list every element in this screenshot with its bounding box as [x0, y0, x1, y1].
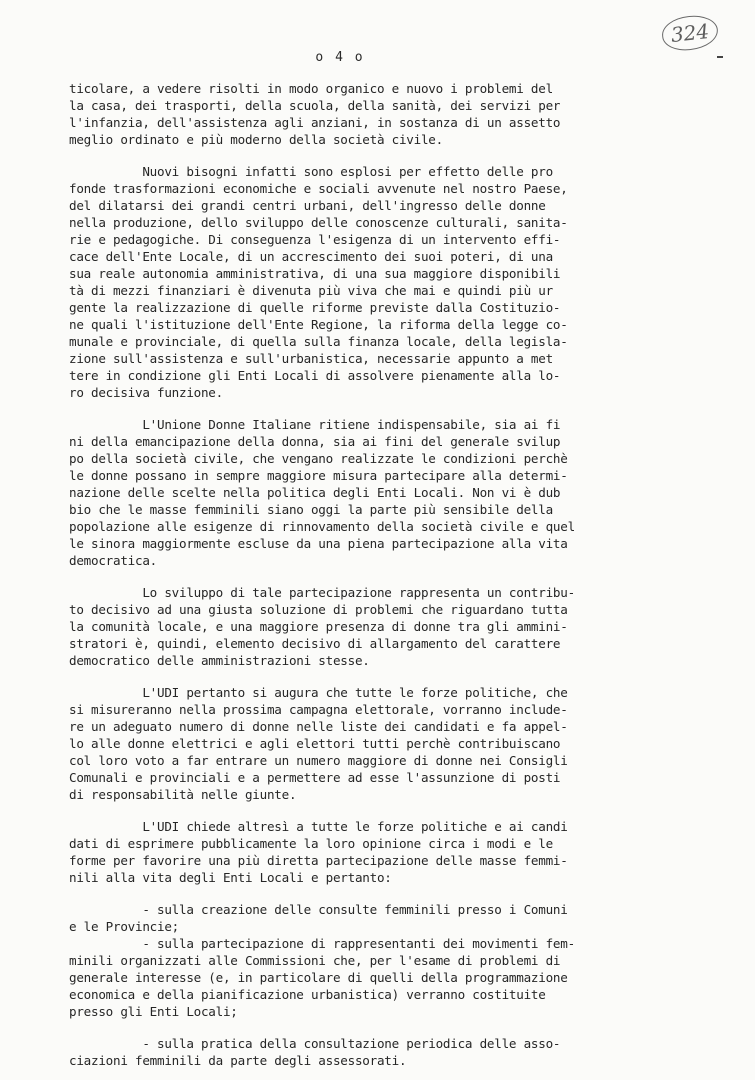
- margin-mark: [717, 56, 723, 58]
- text-line: cace dell'Ente Locale, di un accrescimento dei suoi poteri, di una: [69, 249, 553, 264]
- text-line: democratica.: [69, 553, 157, 568]
- text-line: la casa, dei trasporti, della scuola, della sanità, dei servizi per: [69, 98, 561, 113]
- text-line: del dilatarsi dei grandi centri urbani, dell'ingresso delle donne: [69, 198, 546, 213]
- text-line: le sinora maggiormente escluse da una piena partecipazione alla vita: [69, 536, 568, 551]
- text-line: la comunità locale, e una maggiore presenza di donne tra gli ammini-: [69, 619, 568, 634]
- text-line: stratori è, quindi, elemento decisivo di allargamento del carattere: [69, 636, 561, 651]
- list-item-line: economica e della pianificazione urbanistica) verranno costituite: [69, 987, 546, 1002]
- text-line: L'Unione Donne Italiane ritiene indispensabile, sia ai fi: [69, 417, 561, 432]
- text-line: tà di mezzi finanziari è divenuta più viva che mai e quindi più ur: [69, 283, 553, 298]
- paragraph: [69, 818, 729, 886]
- text-line: L'UDI pertanto si augura che tutte le forze politiche, che: [69, 685, 568, 700]
- text-line: forme per favorire una più diretta partecipazione delle masse femmi-: [69, 853, 568, 868]
- text-line: munale e provinciale, di quella sulla finanza locale, della legisla-: [69, 334, 568, 349]
- text-line: re un adeguato numero di donne nelle liste dei candidati e fa appel-: [69, 719, 568, 734]
- list-item-line: - sulla partecipazione di rappresentanti dei movimenti fem-: [69, 936, 575, 951]
- text-line: Lo sviluppo di tale partecipazione rappresenta un contribu-: [69, 585, 575, 600]
- text-line: ni della emancipazione della donna, sia ai fini del generale svilup: [69, 434, 561, 449]
- list-item-line: minili organizzati alle Commissioni che, per l'esame di problemi di: [69, 953, 561, 968]
- paragraph: [69, 416, 729, 569]
- list-item-line: generale interesse (e, in particolare di quelli della programmazione: [69, 970, 568, 985]
- text-line: to decisivo ad una giusta soluzione di problemi che riguardano tutta: [69, 602, 568, 617]
- text-line: gente la realizzazione di quelle riforme previste dalla Costituzio-: [69, 300, 561, 315]
- list-item-line: - sulla pratica della consultazione periodica delle asso-: [69, 1036, 561, 1051]
- text-line: L'UDI chiede altresì a tutte le forze politiche e ai candi: [69, 819, 568, 834]
- text-line: ro decisiva funzione.: [69, 385, 223, 400]
- paragraph: [69, 684, 729, 803]
- text-line: le donne possano in sempre maggiore misura partecipare alla determi-: [69, 468, 568, 483]
- list-block: [69, 1035, 729, 1069]
- list-item-line: ciazioni femminili da parte degli assessorati.: [69, 1053, 407, 1068]
- text-line: Comunali e provinciali e a permettere ad esse l'assunzione di posti: [69, 770, 561, 785]
- text-line: lo alle donne elettrici e agli elettori tutti perchè contribuiscano: [69, 736, 561, 751]
- text-line: ticolare, a vedere risolti in modo organico e nuovo i problemi del: [69, 81, 553, 96]
- list-item-line: - sulla creazione delle consulte femminili presso i Comuni: [69, 902, 568, 917]
- text-line: nella produzione, dello sviluppo delle conoscenze culturali, sanita-: [69, 215, 568, 230]
- text-line: ne quali l'istituzione dell'Ente Regione, la riforma della legge co-: [69, 317, 568, 332]
- text-line: sua reale autonomia amministrativa, di una sua maggiore disponibili: [69, 266, 561, 281]
- text-line: meglio ordinato e più moderno della società civile.: [69, 132, 443, 147]
- text-line: Nuovi bisogni infatti sono esplosi per effetto delle pro: [69, 164, 553, 179]
- list-item-line: presso gli Enti Locali;: [69, 1004, 238, 1019]
- text-line: bio che le masse femminili siano oggi la parte più sensibile della: [69, 502, 553, 517]
- text-line: dati di esprimere pubblicamente la loro opinione circa i modi e le: [69, 836, 553, 851]
- page-number: o 4 o: [315, 50, 365, 65]
- list-block: [69, 901, 729, 1020]
- paragraph: [69, 163, 729, 401]
- text-line: po della società civile, che vengano realizzate le condizioni perchè: [69, 451, 568, 466]
- paragraph: [69, 80, 729, 148]
- list-item-line: e le Provincie;: [69, 919, 179, 934]
- text-line: col loro voto a far entrare un numero maggiore di donne nei Consigli: [69, 753, 568, 768]
- text-line: democratico delle amministrazioni stesse.: [69, 653, 370, 668]
- text-line: nili alla vita degli Enti Locali e pertanto:: [69, 870, 392, 885]
- archive-number-stamp: 324: [660, 13, 719, 53]
- text-line: tere in condizione gli Enti Locali di assolvere pienamente alla lo-: [69, 368, 561, 383]
- text-line: fonde trasformazioni economiche e sociali avvenute nel nostro Paese,: [69, 181, 568, 196]
- text-line: l'infanzia, dell'assistenza agli anziani, in sostanza di un assetto: [69, 115, 561, 130]
- text-line: si misureranno nella prossima campagna elettorale, vorranno include-: [69, 702, 568, 717]
- text-line: di responsabilità nelle giunte.: [69, 787, 297, 802]
- document-body: [69, 80, 729, 1069]
- text-line: nazione delle scelte nella politica degli Enti Locali. Non vi è dub: [69, 485, 561, 500]
- text-line: rie e pedagogiche. Di conseguenza l'esigenza di un intervento effi-: [69, 232, 561, 247]
- text-line: zione sull'assistenza e sull'urbanistica, necessarie appunto a met: [69, 351, 553, 366]
- paragraph: [69, 584, 729, 669]
- text-line: popolazione alle esigenze di rinnovamento della società civile e quel: [69, 519, 575, 534]
